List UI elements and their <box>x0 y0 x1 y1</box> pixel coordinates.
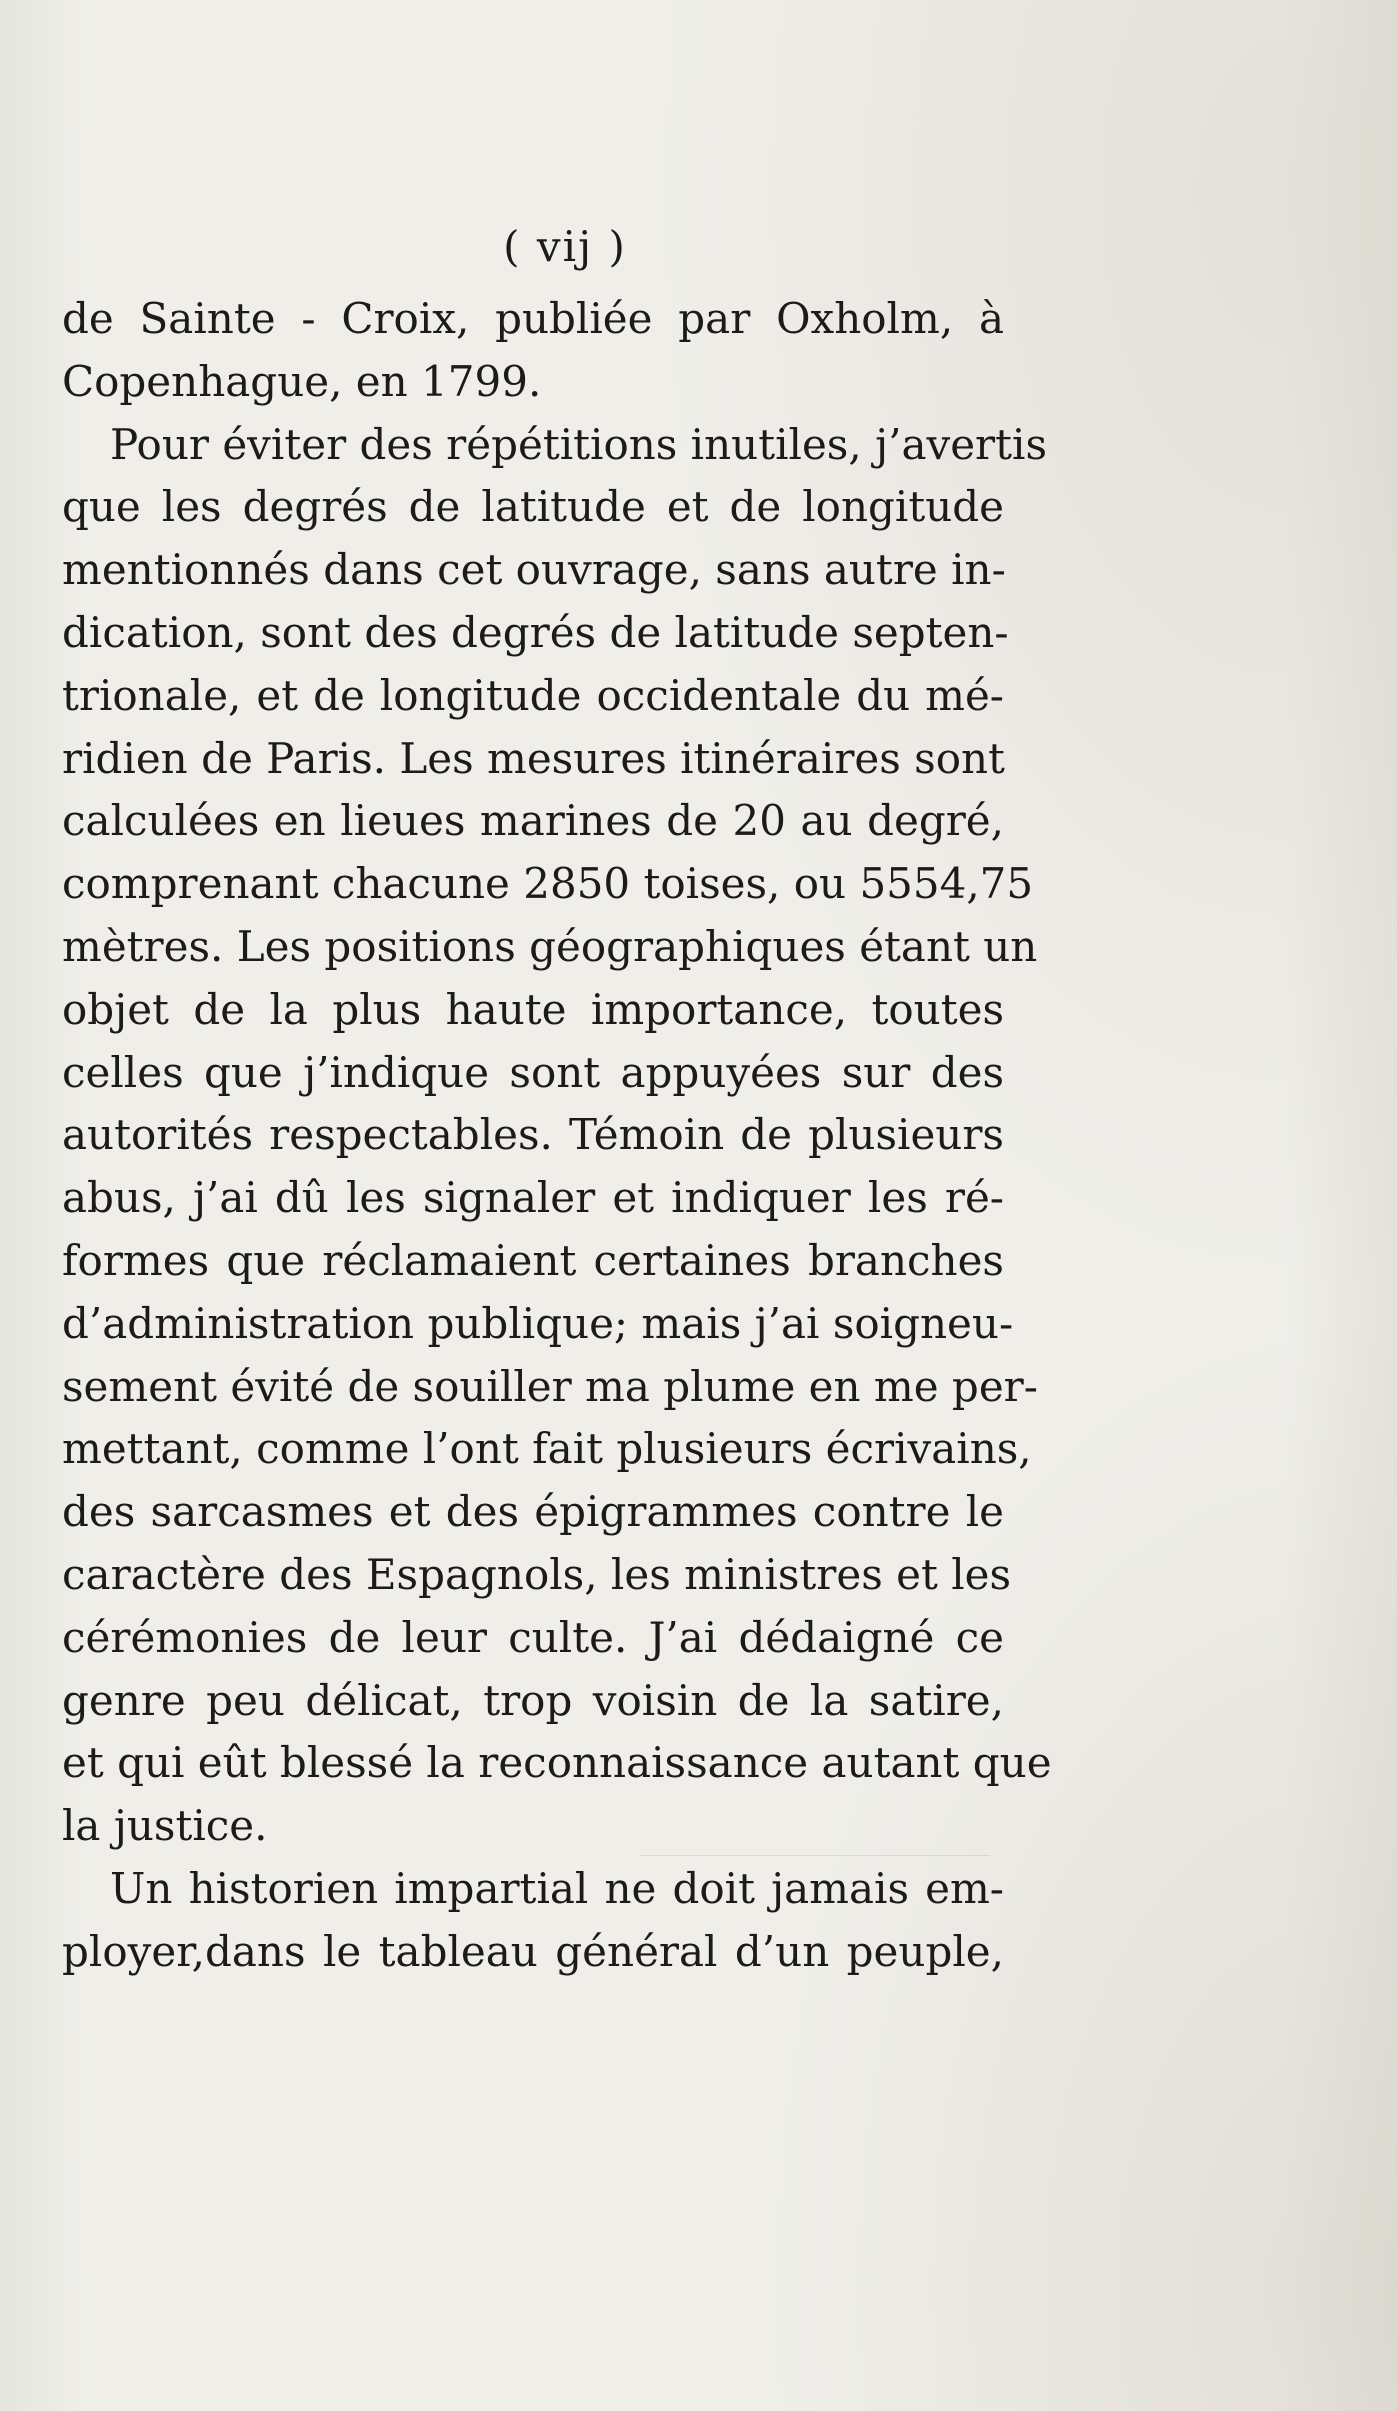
text-line: genre peu délicat, trop voisin de la satire, <box>62 1675 1004 1725</box>
text-line: que les degrés de latitude et de longitude <box>62 482 1004 532</box>
text-line: abus, j’ai dû les signaler et indiquer les ré- <box>62 1173 1004 1223</box>
text-line: sement évité de souiller ma plume en me per- <box>62 1361 1038 1411</box>
text-line: comprenant chacune 2850 toises, ou 5554,75 <box>62 859 1034 909</box>
text-line: ployer,dans le tableau général d’un peuple, <box>62 1926 1004 1976</box>
body-text <box>62 288 1052 1984</box>
text-line: des sarcasmes et des épigrammes contre le <box>62 1487 1004 1537</box>
text-line: Un historien impartial ne doit jamais em- <box>110 1863 1004 1913</box>
text-line: la justice. <box>62 1801 268 1851</box>
text-line: de Sainte - Croix, publiée par Oxholm, à <box>62 294 1004 343</box>
text-line: celles que j’indique sont appuyées sur des <box>62 1047 1004 1097</box>
text-line: autorités respectables. Témoin de plusieurs <box>62 1110 1004 1160</box>
text-line: objet de la plus haute importance, toutes <box>62 984 1004 1034</box>
text-line: formes que réclamaient certaines branches <box>62 1235 1004 1285</box>
text-line: mètres. Les positions géographiques étant un <box>62 921 1038 971</box>
text-line: Copenhague, en 1799. <box>62 356 542 406</box>
text-line: mentionnés dans cet ouvrage, sans autre in- <box>62 545 1006 595</box>
text-line: trionale, et de longitude occidentale du mé- <box>62 670 1004 720</box>
text-line: calculées en lieues marines de 20 au degré, <box>62 796 1004 846</box>
text-line: dication, sont des degrés de latitude septen- <box>62 607 1009 657</box>
text-line: d’administration publique; mais j’ai soigneu- <box>62 1298 1014 1348</box>
text-line: cérémonies de leur culte. J’ai dédaigné ce <box>62 1612 1004 1662</box>
text-line: mettant, comme l’ont fait plusieurs écrivains, <box>62 1424 1032 1474</box>
text-line: et qui eût blessé la reconnaissance autant que <box>62 1738 1052 1788</box>
text-line: ridien de Paris. Les mesures itinéraires sont <box>62 733 1005 783</box>
faint-rule <box>640 1855 990 1856</box>
text-line: Pour éviter des répétitions inutiles, j’avertis <box>110 419 1048 469</box>
page-number-header: ( vij ) <box>503 222 627 271</box>
text-line: caractère des Espagnols, les ministres et les <box>62 1549 1012 1599</box>
